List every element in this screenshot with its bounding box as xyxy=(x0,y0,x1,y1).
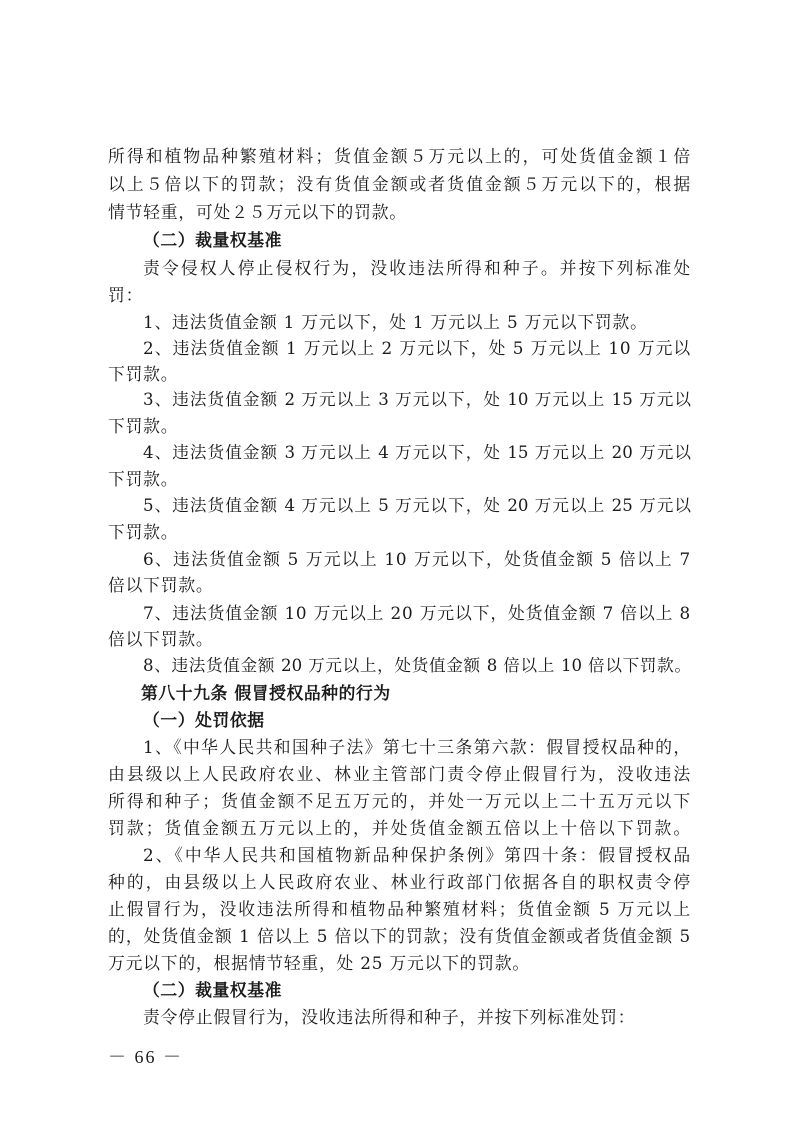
text-line: 种的，由县级以上人民政府农业、林业行政部门依据各自的职权责令停 xyxy=(108,872,691,892)
article-heading: 第八十九条 假冒授权品种的行为 xyxy=(141,683,391,703)
text-line: 倍以下罚款。 xyxy=(108,629,214,649)
list-item: 7、违法货值金额 10 万元以上 20 万元以下，处货值金额 7 倍以上 8 xyxy=(143,603,691,623)
text-line: 所得和植物品种繁殖材料；货值金额５万元以上的，可处货值金额１倍 xyxy=(108,146,691,166)
text-line: 下罚款。 xyxy=(108,416,179,436)
text-line: 责令侵权人停止侵权行为，没收违法所得和种子。并按下列标准处 xyxy=(143,258,691,278)
text-line: 责令停止假冒行为，没收违法所得和种子，并按下列标准处罚： xyxy=(143,1007,636,1027)
section-heading: （一）处罚依据 xyxy=(143,710,265,730)
text-line: 下罚款。 xyxy=(108,364,179,384)
text-line: 倍以下罚款。 xyxy=(108,575,214,595)
text-line: 2、《中华人民共和国植物新品种保护条例》第四十条：假冒授权品 xyxy=(143,845,691,865)
page-number: － 66 － xyxy=(108,1047,183,1067)
list-item: 5、违法货值金额 4 万元以上 5 万元以下，处 20 万元以上 25 万元以 xyxy=(143,496,691,515)
text-line: 情节轻重，可处２５万元以下的罚款。 xyxy=(108,202,407,222)
text-line: 止假冒行为，没收违法所得和植物品种繁殖材料；货值金额 5 万元以上 xyxy=(108,899,691,919)
text-line: 1、《中华人民共和国种子法》第七十三条第六款：假冒授权品种的， xyxy=(143,737,691,757)
section-heading: （二）裁量权基准 xyxy=(143,230,283,250)
text-line: 罚款；货值金额五万元以上的，并处货值金额五倍以上十倍以下罚款。 xyxy=(108,818,691,838)
text-line: 罚： xyxy=(108,285,144,305)
text-line: 的，处货值金额 1 倍以上 5 倍以下的罚款；没有货值金额或者货值金额 5 xyxy=(108,926,691,946)
list-item: 2、违法货值金额 1 万元以上 2 万元以下，处 5 万元以上 10 万元以 xyxy=(143,338,691,358)
text-line: 万元以下的，根据情节轻重，处 25 万元以下的罚款。 xyxy=(108,953,531,973)
text-line: 所得和种子；货值金额不足五万元的，并处一万元以上二十五万元以下 xyxy=(108,791,691,811)
text-line: 由县级以上人民政府农业、林业主管部门责令停止假冒行为，没收违法 xyxy=(108,764,691,784)
section-heading: （二）裁量权基准 xyxy=(143,980,283,1000)
list-item: 3、违法货值金额 2 万元以上 3 万元以下，处 10 万元以上 15 万元以 xyxy=(143,390,691,409)
list-item: 1、违法货值金额 1 万元以下，处 1 万元以上 5 万元以下罚款。 xyxy=(143,312,648,332)
text-line: 以上５倍以下的罚款；没有货值金额或者货值金额５万元以下的，根据 xyxy=(108,174,691,194)
list-item: 6、违法货值金额 5 万元以上 10 万元以下，处货值金额 5 倍以上 7 xyxy=(143,549,691,569)
text-line: 下罚款。 xyxy=(108,522,179,542)
list-item: 4、违法货值金额 3 万元以上 4 万元以下，处 15 万元以上 20 万元以 xyxy=(143,443,691,462)
list-item: 8、违法货值金额 20 万元以上，处货值金额 8 倍以上 10 倍以下罚款。 xyxy=(143,656,691,675)
text-line: 下罚款。 xyxy=(108,469,179,489)
